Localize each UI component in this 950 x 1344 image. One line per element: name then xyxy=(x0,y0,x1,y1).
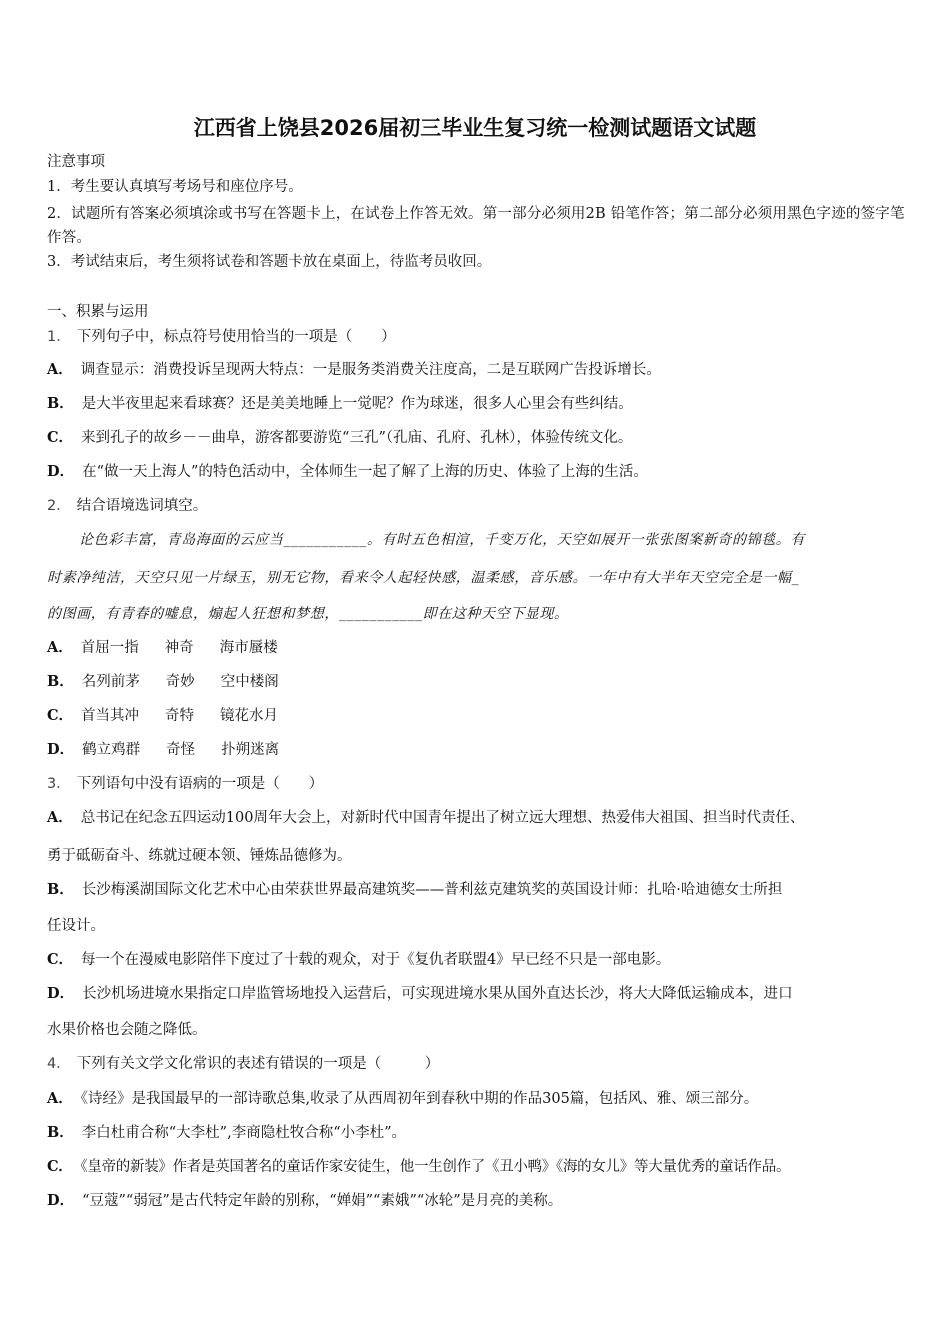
q4-option-d[interactable] xyxy=(47,1191,910,1211)
question-number: 1． xyxy=(47,329,71,345)
option-word-1: 首屈一指 xyxy=(80,640,139,656)
notice-item-3: 3．考试结束后，考生须将试卷和答题卡放在桌面上，待监考员收回。 xyxy=(47,254,492,270)
option-label: C． xyxy=(47,429,74,446)
option-text: 李白杜甫合称“大李杜”,李商隐杜牧合称“小李杜”。 xyxy=(81,1125,407,1141)
option-text: 总书记在纪念五四运动100周年大会上，对新时代中国青年提出了树立远大理想、热爱伟大祖国、担当时代责任、 xyxy=(80,810,805,826)
q2-option-a[interactable] xyxy=(47,638,910,658)
question-number: 4． xyxy=(47,1056,71,1072)
option-text: “豆蔻”“弱冠”是古代特定年龄的别称，“婵娟”“素娥”“冰轮”是月亮的美称。 xyxy=(82,1193,563,1209)
option-label: D． xyxy=(47,741,75,758)
option-word-2: 神奇 xyxy=(164,640,194,656)
option-text: 长沙机场进境水果指定口岸监管场地投入运营后，可实现进境水果从国外直达长沙，将大大降低运输成本，进口 xyxy=(82,986,793,1002)
passage-line-2: 时素净纯洁，天空只见一片绿玉，别无它物，看来令人起轻快感，温柔感，音乐感。一年中有大半年天空完全是一幅_ xyxy=(47,570,800,586)
option-label: A． xyxy=(47,809,73,826)
q3-option-a-continued: 勇于砥砺奋斗、练就过硬本领、锤炼品德修为。 xyxy=(47,848,352,864)
option-word-2: 奇特 xyxy=(165,708,195,724)
option-label: B． xyxy=(47,673,74,690)
option-label: D． xyxy=(47,985,75,1002)
option-word-3: 扑朔迷离 xyxy=(221,742,280,758)
q3-option-d[interactable] xyxy=(47,984,910,1004)
q4-option-b[interactable] xyxy=(47,1123,910,1143)
q1-option-d[interactable] xyxy=(47,462,910,482)
q1-option-a[interactable] xyxy=(47,360,910,380)
option-text: 在“做一天上海人”的特色活动中，全体师生一起了解了上海的历史、体验了上海的生活。 xyxy=(82,464,648,480)
option-text: 长沙梅溪湖国际文化艺术中心由荣获世界最高建筑奖——普利兹克建筑奖的英国设计师：扎哈·哈迪德女士所担 xyxy=(81,882,783,898)
option-word-3: 海市蜃楼 xyxy=(219,640,278,656)
q3-option-c[interactable] xyxy=(47,950,910,970)
page-title: 江西省上饶县2026届初三毕业生复习统一检测试题语文试题 xyxy=(193,116,757,140)
option-label: B． xyxy=(47,1124,74,1141)
option-word-3: 镜花水月 xyxy=(220,708,279,724)
q4-option-a[interactable] xyxy=(47,1089,910,1109)
question-number: 3． xyxy=(47,776,71,792)
question-number: 2． xyxy=(47,498,71,514)
question-text: 下列句子中，标点符号使用恰当的一项是（ ） xyxy=(76,329,396,345)
q2-option-b[interactable] xyxy=(47,672,910,692)
option-label: C． xyxy=(47,707,74,724)
q3-option-b-continued: 任设计。 xyxy=(47,918,105,934)
option-word-1: 首当其冲 xyxy=(81,708,140,724)
option-text: 每一个在漫威电影陪伴下度过了十载的观众，对于《复仇者联盟4》早已经不只是一部电影。 xyxy=(81,952,671,968)
question-4-stem xyxy=(47,1054,910,1074)
option-label: A． xyxy=(47,1090,73,1107)
q2-option-d[interactable] xyxy=(47,740,910,760)
option-word-2: 奇妙 xyxy=(165,674,195,690)
option-word-1: 鹤立鸡群 xyxy=(82,742,141,758)
option-word-3: 空中楼阁 xyxy=(220,674,279,690)
notice-item-2: 2．试题所有答案必须填涂或书写在答题卡上，在试卷上作答无效。第一部分必须用2B 铅笔作答；第二部分必须用黑色字迹的签字笔作答。 xyxy=(47,206,905,246)
passage-line-3: 的图画，有青春的嘘息，煽起人狂想和梦想，___________即在这种天空下显现。 xyxy=(47,606,569,622)
option-word-1: 名列前茅 xyxy=(81,674,140,690)
q3-option-d-continued: 水果价格也会随之降低。 xyxy=(47,1022,207,1038)
option-label: A． xyxy=(47,361,73,378)
q3-option-b[interactable] xyxy=(47,880,910,900)
option-text: 来到孔子的故乡－－曲阜，游客都要游览“三孔”（孔庙、孔府、孔林），体验传统文化。 xyxy=(81,430,633,446)
option-label: C． xyxy=(47,951,74,968)
notice-item-1: 1．考生要认真填写考场号和座位序号。 xyxy=(47,179,303,195)
option-text: 调查显示：消费投诉呈现两大特点：一是服务类消费关注度高，二是互联网广告投诉增长。 xyxy=(80,362,661,378)
question-text: 下列有关文学文化常识的表述有错误的一项是（ ） xyxy=(76,1056,440,1072)
section-heading: 一、积累与运用 xyxy=(47,304,149,320)
q2-option-c[interactable] xyxy=(47,706,910,726)
question-2-stem xyxy=(47,496,910,516)
option-label: C． xyxy=(47,1158,73,1175)
q1-option-c[interactable] xyxy=(47,428,910,448)
passage-line-1: 论色彩丰富，青岛海面的云应当___________。有时五色相渲，千变万化，天空如展开一张张图案新奇的锦毯。有 xyxy=(79,532,805,548)
option-label: A． xyxy=(47,639,73,656)
option-label: D． xyxy=(47,463,75,480)
q3-option-a[interactable] xyxy=(47,808,910,828)
option-word-2: 奇怪 xyxy=(166,742,196,758)
q4-option-c[interactable] xyxy=(47,1157,910,1177)
question-text: 结合语境选词填空。 xyxy=(76,498,208,514)
option-text: 是大半夜里起来看球赛？还是美美地睡上一觉呢？作为球迷，很多人心里会有些纠结。 xyxy=(81,396,633,412)
q1-option-b[interactable] xyxy=(47,394,910,414)
notice-heading: 注意事项 xyxy=(47,154,105,170)
option-text: 《皇帝的新装》作者是英国著名的童话作家安徒生，他一生创作了《丑小鸭》《海的女儿》等大量优秀的童话作品。 xyxy=(80,1159,791,1175)
option-label: B． xyxy=(47,881,74,898)
option-label: B． xyxy=(47,395,74,412)
question-3-stem xyxy=(47,774,910,794)
question-text: 下列语句中没有语病的一项是（ ） xyxy=(76,776,324,792)
question-1-stem xyxy=(47,327,910,347)
option-text: 《诗经》是我国最早的一部诗歌总集,收录了从西周初年到春秋中期的作品305篇，包括风、雅、颂三部分。 xyxy=(80,1091,759,1107)
option-label: D． xyxy=(47,1192,75,1209)
